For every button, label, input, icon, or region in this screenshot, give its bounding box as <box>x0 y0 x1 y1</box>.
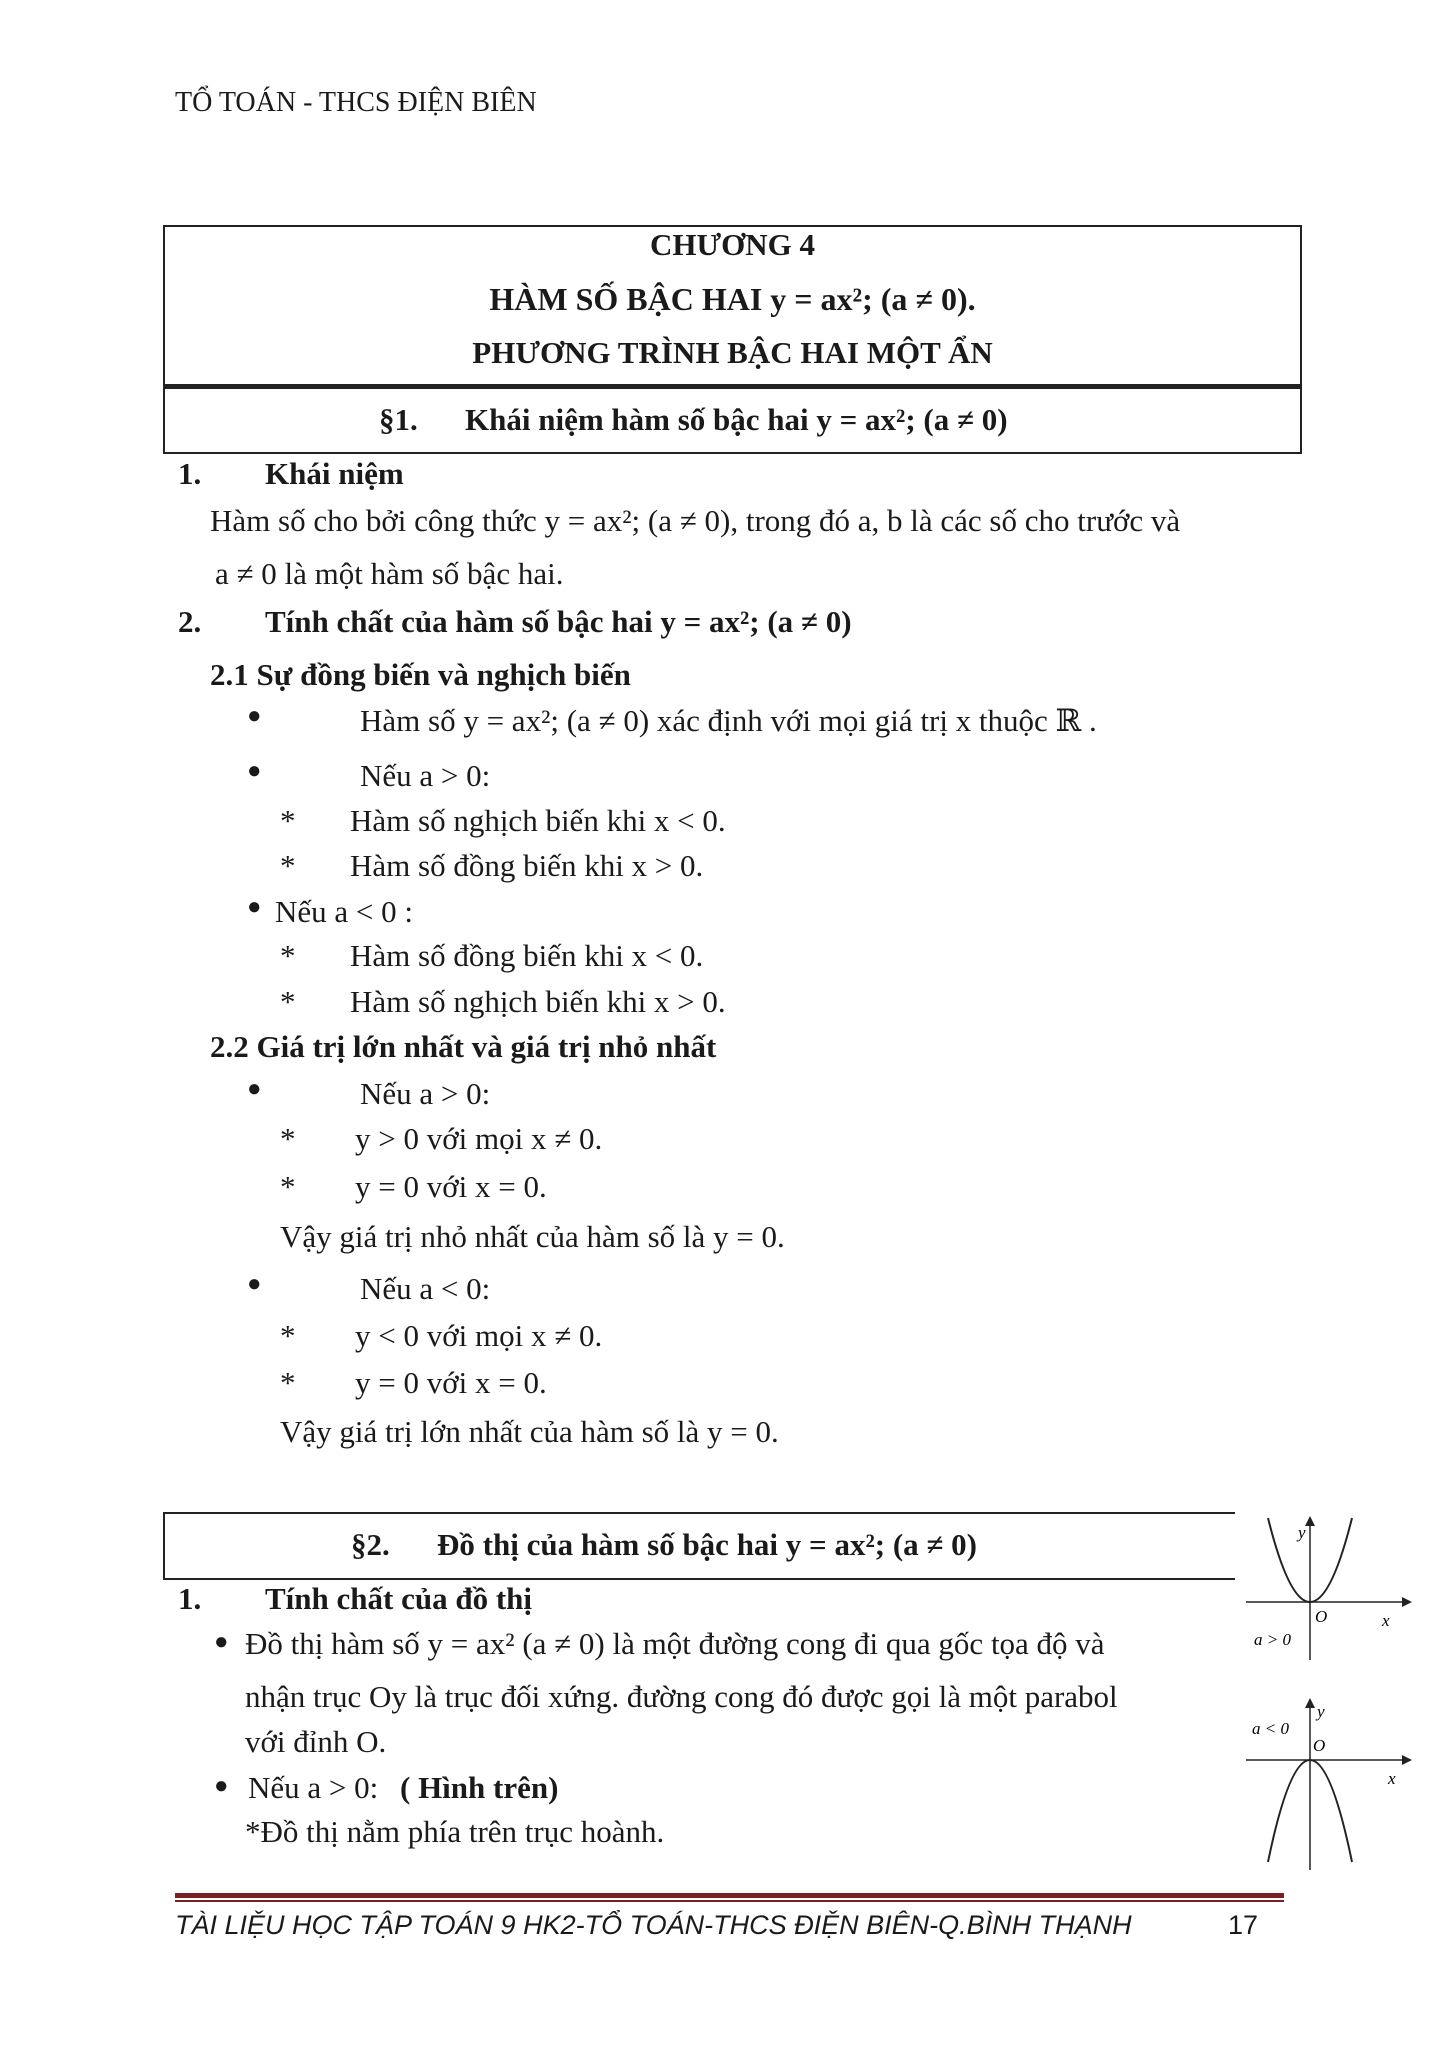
graph-top-y-label: y <box>1298 1523 1306 1542</box>
s2-para5: *Đồ thị nằm phía trên trục hoành. <box>245 1814 665 1849</box>
s1-heading1-number: 1. <box>178 456 202 491</box>
s2-para1: Đồ thị hàm số y = ax² (a ≠ 0) là một đường cong đi qua gốc tọa độ và <box>245 1626 1105 1661</box>
s2-heading1: Tính chất của đồ thị <box>265 1581 533 1616</box>
bullet: ● <box>247 703 262 729</box>
bullet: ● <box>247 1076 262 1102</box>
bullet: ● <box>247 894 262 920</box>
s1-c1-conclusion: Vậy giá trị nhỏ nhất của hàm số là y = 0. <box>280 1219 785 1254</box>
star: * <box>280 984 296 1019</box>
s1-c1: Nếu a > 0: <box>360 1076 491 1111</box>
s1-b3: Nếu a < 0 : <box>275 894 414 929</box>
s1-para1a: Hàm số cho bởi công thức y = ax²; (a ≠ 0), trong đó a, b là các số cho trước và <box>210 503 1181 538</box>
bullet: ● <box>214 1773 229 1799</box>
s2-para4a: Nếu a > 0: <box>248 1770 379 1805</box>
chapter-title-box <box>163 225 1302 386</box>
graph-upward <box>1246 1516 1412 1660</box>
graph-bottom-y-label: y <box>1317 1702 1325 1721</box>
parabola-graphs <box>1240 1510 1440 1880</box>
s1-heading2: Tính chất của hàm số bậc hai y = ax²; (a ≠ 0) <box>265 604 852 639</box>
section1-number: §1. <box>379 402 418 437</box>
bullet: ● <box>247 758 262 784</box>
s1-heading2-number: 2. <box>178 604 202 639</box>
page-header: TỔ TOÁN - THCS ĐIỆN BIÊN <box>175 87 537 118</box>
chapter-title: HÀM SỐ BẬC HAI y = ax²; (a ≠ 0). <box>489 281 976 317</box>
s1-b3s2: Hàm số nghịch biến khi x > 0. <box>350 984 726 1019</box>
s1-c2-conclusion: Vậy giá trị lớn nhất của hàm số là y = 0. <box>280 1414 779 1449</box>
s1-c1s1: y > 0 với mọi x ≠ 0. <box>355 1121 603 1156</box>
s1-c1s2: y = 0 với x = 0. <box>355 1169 547 1204</box>
s2-para2: nhận trục Oy là trục đối xứng. đường cong đó được gọi là một parabol <box>245 1679 1118 1714</box>
section1-box <box>163 386 1302 454</box>
s1-c2: Nếu a < 0: <box>360 1271 491 1306</box>
s1-heading1: Khái niệm <box>265 456 404 491</box>
footer-rule <box>175 1893 1284 1898</box>
s1-b2: Nếu a > 0: <box>360 758 491 793</box>
s1-b1: Hàm số y = ax²; (a ≠ 0) xác định với mọi giá trị x thuộc ℝ . <box>360 703 1097 738</box>
graph-bottom-condition: a < 0 <box>1252 1719 1289 1738</box>
s2-heading1-number: 1. <box>178 1581 202 1616</box>
s1-para1b: a ≠ 0 là một hàm số bậc hai. <box>215 556 564 591</box>
s1-b2s1: Hàm số nghịch biến khi x < 0. <box>350 803 726 838</box>
bullet: ● <box>214 1629 229 1655</box>
section2-box <box>163 1512 1235 1580</box>
s1-b3s1: Hàm số đồng biến khi x < 0. <box>350 938 704 973</box>
section2-number: §2. <box>351 1527 390 1562</box>
section2-title: Đồ thị của hàm số bậc hai y = ax²; (a ≠ 0) <box>437 1527 977 1562</box>
graph-top-origin: O <box>1315 1607 1328 1626</box>
star: * <box>280 1169 296 1204</box>
subheading-2-2: 2.2 Giá trị lớn nhất và giá trị nhỏ nhất <box>210 1029 717 1064</box>
s1-c2s2: y = 0 với x = 0. <box>355 1365 547 1400</box>
star: * <box>280 1318 296 1353</box>
s1-b2s2: Hàm số đồng biến khi x > 0. <box>350 848 704 883</box>
s2-para4b: ( Hình trên) <box>400 1770 559 1805</box>
section1-title: Khái niệm hàm số bậc hai y = ax²; (a ≠ 0) <box>465 402 1008 437</box>
star: * <box>280 1121 296 1156</box>
graph-bottom-origin: O <box>1313 1736 1326 1755</box>
star: * <box>280 803 296 838</box>
page-number: 17 <box>1228 1910 1259 1940</box>
star: * <box>280 848 296 883</box>
footer-rule-thin <box>175 1900 1284 1902</box>
s1-c2s1: y < 0 với mọi x ≠ 0. <box>355 1318 603 1353</box>
graph-downward <box>1246 1698 1412 1870</box>
chapter-label: CHƯƠNG 4 <box>649 227 816 262</box>
graph-bottom-x-label: x <box>1388 1769 1396 1788</box>
footer-text: TÀI LIỆU HỌC TẬP TOÁN 9 HK2-TỔ TOÁN-THCS ĐIỆN BIÊN-Q.BÌNH THẠNH <box>175 1910 1132 1940</box>
s2-para3: với đỉnh O. <box>245 1724 387 1759</box>
bullet: ● <box>247 1271 262 1297</box>
graph-top-condition: a > 0 <box>1254 1630 1291 1649</box>
graph-top-x-label: x <box>1382 1611 1390 1630</box>
chapter-subtitle: PHƯƠNG TRÌNH BẬC HAI MỘT ẨN <box>472 335 993 370</box>
star: * <box>280 1365 296 1400</box>
subheading-2-1: 2.1 Sự đồng biến và nghịch biến <box>210 657 631 692</box>
star: * <box>280 938 296 973</box>
